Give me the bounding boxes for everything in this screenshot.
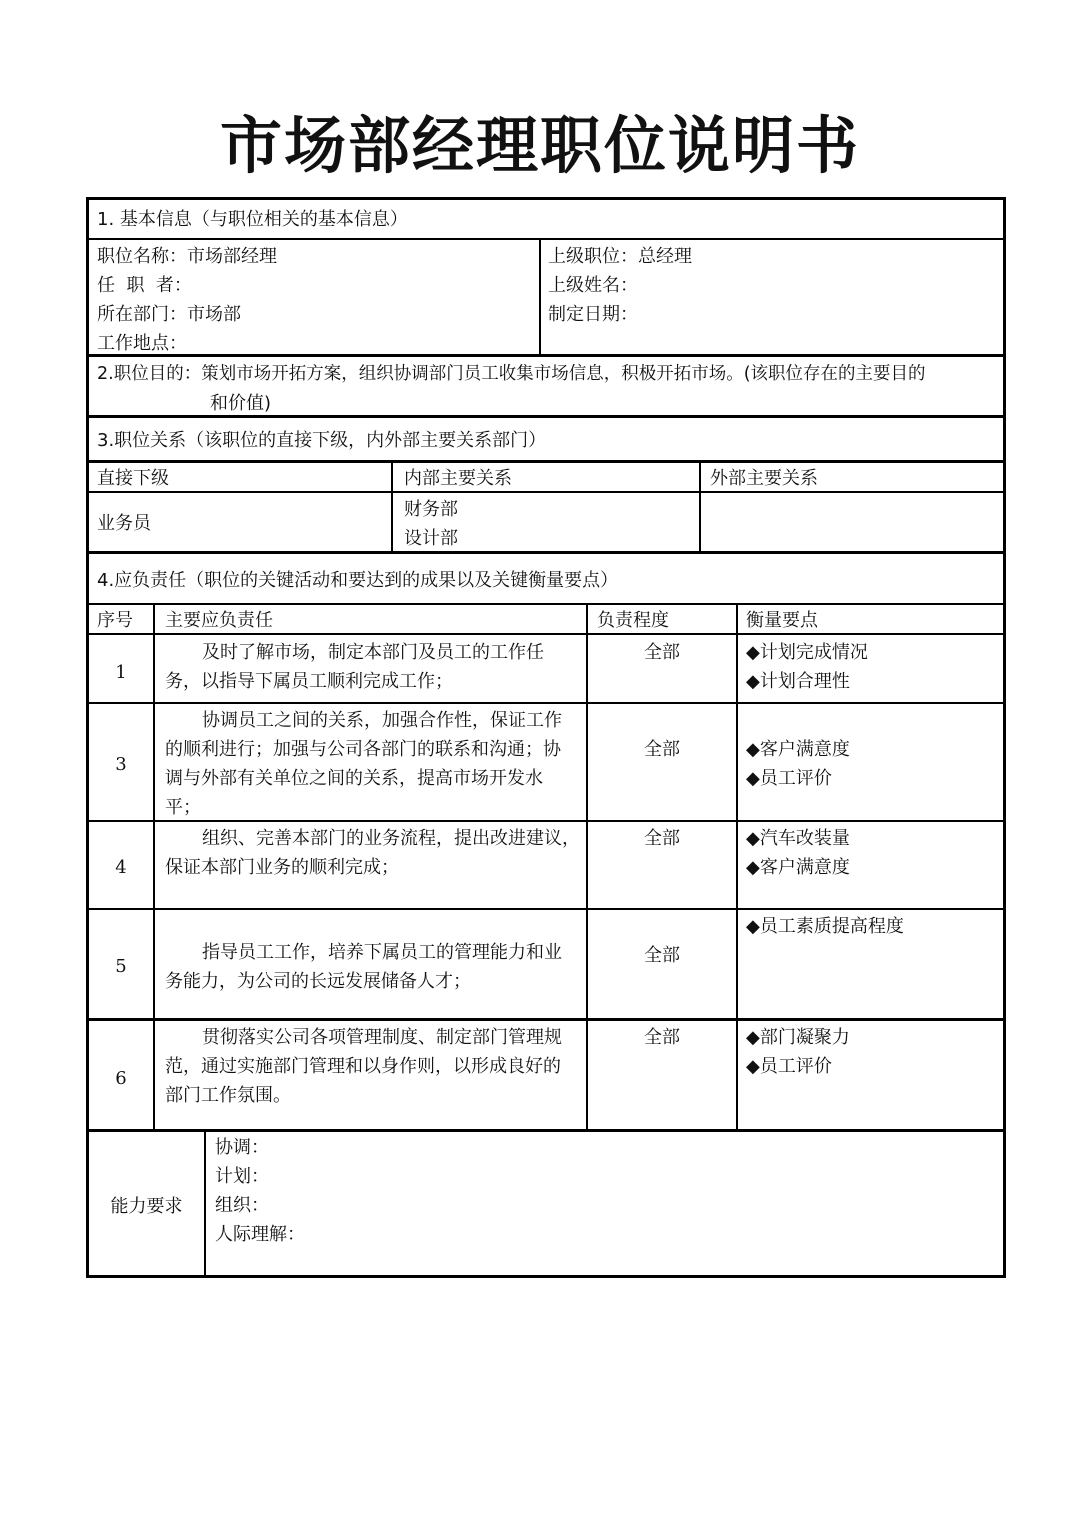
row-number: 1 — [115, 662, 127, 683]
measure-point: ◆部门凝聚力 — [746, 1027, 850, 1048]
internal-relation: 设计部 — [404, 528, 458, 549]
direct-subordinate: 业务员 — [97, 513, 151, 534]
duty-text: 贯彻落实公司各项管理制度、制定部门管理规 — [202, 1027, 562, 1048]
divider — [391, 460, 393, 552]
header-duty: 主要应负责任 — [165, 610, 273, 631]
page-title: 市场部经理职位说明书 — [219, 109, 860, 182]
divider — [699, 460, 701, 552]
position-name: 职位名称：市场部经理 — [97, 246, 277, 267]
measure-point: ◆计划合理性 — [746, 671, 850, 692]
divider — [89, 603, 1003, 605]
duty-text: 范，通过实施部门管理和以身作则，以形成良好的 — [165, 1056, 561, 1077]
row-number: 3 — [115, 754, 127, 775]
duty-text: 的顺利进行；加强与公司各部门的联系和沟通；协 — [165, 739, 561, 760]
position-holder: 任 职 者： — [97, 275, 192, 296]
measure-point: ◆员工评价 — [746, 768, 832, 789]
divider — [89, 908, 1003, 910]
work-location: 工作地点： — [97, 333, 187, 354]
measure-point: ◆客户满意度 — [746, 857, 850, 878]
department: 所在部门：市场部 — [97, 304, 241, 325]
duty-text: 务能力，为公司的长远发展储备人才； — [165, 971, 471, 992]
divider — [89, 491, 1003, 493]
divider — [89, 238, 1003, 240]
divider — [153, 603, 155, 1130]
duty-text: 及时了解市场，制定本部门及员工的工作任 — [202, 642, 544, 663]
ability-item: 组织： — [215, 1195, 269, 1216]
responsibility-degree: 全部 — [644, 642, 680, 663]
divider — [204, 1129, 206, 1276]
ability-item: 计划： — [215, 1166, 269, 1187]
duty-text: 组织、完善本部门的业务流程，提出改进建议， — [202, 828, 580, 849]
section4-heading: 4.应负责任（职位的关键活动和要达到的成果以及关键衡量要点） — [97, 570, 619, 591]
row-number: 4 — [115, 857, 127, 878]
header-no: 序号 — [97, 610, 133, 631]
responsibility-degree: 全部 — [644, 1027, 680, 1048]
divider — [736, 603, 738, 1130]
header-points: 衡量要点 — [746, 610, 818, 631]
ability-item: 协调： — [215, 1137, 269, 1158]
duty-text: 调与外部有关单位之间的关系，提高市场开发水 — [165, 768, 543, 789]
divider — [89, 820, 1003, 822]
job-description-table — [86, 197, 1006, 1278]
header-degree: 负责程度 — [597, 610, 669, 631]
superior-name: 上级姓名： — [548, 275, 638, 296]
divider — [89, 1129, 1003, 1132]
measure-point: ◆汽车改装量 — [746, 828, 850, 849]
duty-text: 协调员工之间的关系，加强合作性，保证工作 — [202, 710, 562, 731]
measure-point: ◆员工素质提高程度 — [746, 916, 904, 937]
divider — [539, 238, 541, 355]
ability-requirements-label: 能力要求 — [110, 1196, 183, 1217]
row-number: 5 — [115, 956, 127, 977]
created-date: 制定日期： — [548, 304, 638, 325]
duty-text: 指导员工工作，培养下属员工的管理能力和业 — [202, 942, 562, 963]
duty-text: 保证本部门业务的顺利完成； — [165, 857, 399, 878]
ability-item: 人际理解： — [215, 1224, 305, 1245]
table-border-top — [89, 197, 1003, 200]
measure-point: ◆计划完成情况 — [746, 642, 868, 663]
duty-text: 平； — [165, 797, 201, 818]
duty-text: 务，以指导下属员工顺利完成工作； — [165, 671, 453, 692]
superior-position: 上级职位：总经理 — [548, 246, 692, 267]
divider — [89, 354, 1003, 357]
divider — [89, 702, 1003, 704]
duty-text: 部门工作氛围。 — [165, 1085, 291, 1106]
table-border-bottom — [89, 1275, 1003, 1278]
measure-point: ◆客户满意度 — [746, 739, 850, 760]
header-internal-relations: 内部主要关系 — [404, 468, 512, 489]
section3-heading: 3.职位关系（该职位的直接下级，内外部主要关系部门） — [97, 430, 547, 451]
internal-relation: 财务部 — [404, 499, 458, 520]
responsibility-degree: 全部 — [644, 945, 680, 966]
divider — [89, 551, 1003, 554]
position-purpose: 2.职位目的：策划市场开拓方案，组织协调部门员工收集市场信息，积极开拓市场。(该职位存在的主要目的 — [97, 364, 926, 384]
divider — [89, 1018, 1003, 1021]
section1-heading: 1. 基本信息（与职位相关的基本信息） — [97, 209, 408, 230]
header-direct-subordinate: 直接下级 — [97, 468, 169, 489]
divider — [89, 460, 1003, 463]
row-number: 6 — [115, 1068, 127, 1089]
position-purpose-cont: 和价值) — [210, 393, 272, 414]
measure-point: ◆员工评价 — [746, 1056, 832, 1077]
header-external-relations: 外部主要关系 — [710, 468, 818, 489]
responsibility-degree: 全部 — [644, 739, 680, 760]
responsibility-degree: 全部 — [644, 828, 680, 849]
